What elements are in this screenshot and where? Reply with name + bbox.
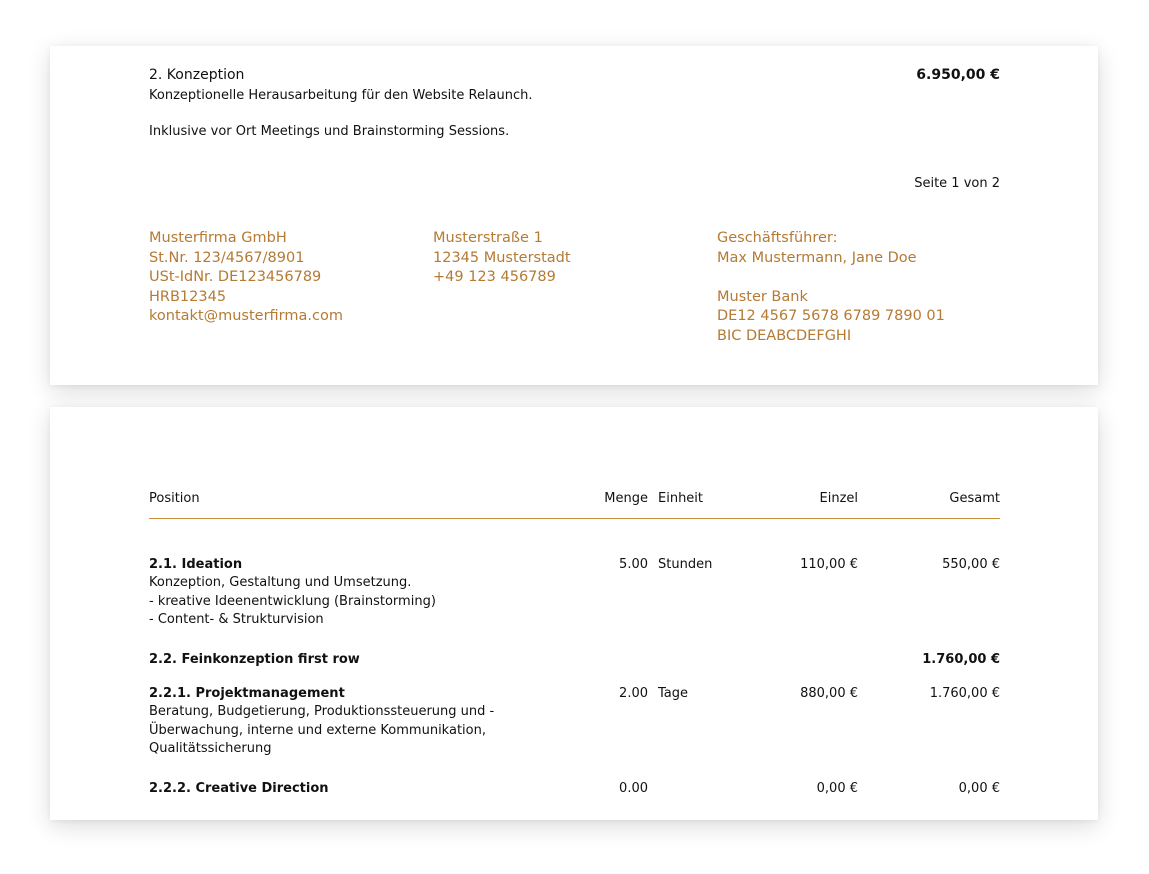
row-einheit: Tage (658, 686, 689, 701)
row-einzel: 110,00 € (800, 557, 858, 572)
footer-company-info (149, 229, 343, 327)
column-header-position: Position (149, 491, 200, 506)
iban: DE12 4567 5678 6789 7890 01 (717, 308, 945, 324)
section-description-line: Inklusive vor Ort Meetings und Brainstorming Sessions. (149, 124, 510, 139)
footer-address (433, 229, 571, 288)
footer-management-bank (717, 229, 945, 346)
company-name: Musterfirma GmbH (149, 230, 287, 246)
row-description: Überwachung, interne und externe Kommunikation, (149, 723, 486, 738)
row-description: - Content- & Strukturvision (149, 612, 324, 627)
column-header-einheit: Einheit (658, 491, 704, 506)
group-title: 2.2. Feinkonzeption first row (149, 652, 360, 667)
contact-email: kontakt@musterfirma.com (149, 308, 343, 324)
invoice-page-1 (50, 46, 1098, 385)
row-description: Beratung, Budgetierung, Produktionssteuerung und - (149, 704, 495, 719)
row-einzel: 880,00 € (800, 686, 858, 701)
footer-spacer (717, 268, 945, 288)
bic: BIC DEABCDEFGHI (717, 327, 852, 344)
column-header-menge: Menge (604, 491, 648, 506)
section-title: 2. Konzeption (149, 67, 245, 83)
management-names: Max Mustermann, Jane Doe (717, 249, 917, 266)
column-header-einzel: Einzel (819, 491, 858, 506)
row-einzel: 0,00 € (816, 781, 858, 796)
commercial-register: HRB12345 (149, 288, 227, 305)
page-number: Seite 1 von 2 (914, 176, 1000, 191)
section-description-line: Konzeptionelle Herausarbeitung für den Website Relaunch. (149, 88, 533, 103)
row-menge: 5.00 (619, 557, 648, 572)
row-gesamt: 550,00 € (942, 557, 1000, 572)
group-total: 1.760,00 € (922, 652, 1000, 667)
vat-id: USt-IdNr. DE123456789 (149, 269, 322, 285)
row-menge: 2.00 (619, 686, 648, 701)
city: 12345 Musterstadt (433, 249, 571, 266)
row-description: - kreative Ideenentwicklung (Brainstorming) (149, 594, 436, 609)
row-description: Konzeption, Gestaltung und Umsetzung. (149, 575, 412, 590)
tax-number: St.Nr. 123/4567/8901 (149, 249, 305, 266)
row-einheit: Stunden (658, 557, 713, 572)
row-description: Qualitätssicherung (149, 741, 272, 756)
street: Musterstraße 1 (433, 230, 543, 246)
row-title: 2.2.1. Projektmanagement (149, 686, 345, 701)
row-title: 2.2.2. Creative Direction (149, 781, 329, 796)
row-gesamt: 1.760,00 € (929, 686, 1000, 701)
invoice-page-2 (50, 407, 1098, 820)
bank-name: Muster Bank (717, 288, 808, 305)
section-total: 6.950,00 € (916, 67, 1000, 83)
row-gesamt: 0,00 € (958, 781, 1000, 796)
row-menge: 0.00 (619, 781, 648, 796)
row-title: 2.1. Ideation (149, 557, 243, 572)
phone: +49 123 456789 (433, 269, 556, 285)
management-label: Geschäftsführer: (717, 230, 838, 246)
header-divider (149, 518, 1000, 519)
column-header-gesamt: Gesamt (949, 491, 1000, 506)
